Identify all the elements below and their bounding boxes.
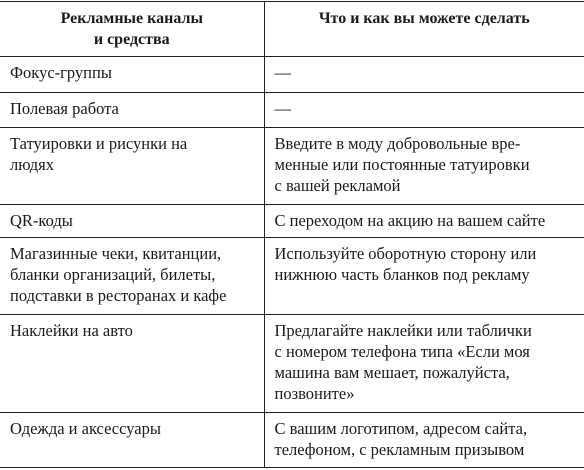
channel-cell: Наклейки на авто bbox=[0, 315, 264, 413]
channel-cell: Полевая работа bbox=[0, 93, 264, 128]
header-channels: Рекламные каналы и средства bbox=[0, 2, 264, 57]
channel-cell: Татуировки и рисунки на людях bbox=[0, 128, 264, 205]
channel-cell: Одежда и аксессуары bbox=[0, 413, 264, 468]
action-cell: С вашим логотипом, адресом сайта, телефоном, с рекламным призывом bbox=[264, 413, 584, 468]
table-row bbox=[0, 238, 584, 315]
action-cell: Введите в моду добровольные вре- менные или постоянные татуировки с вашей рекламой bbox=[264, 128, 584, 205]
table-row bbox=[0, 128, 584, 205]
table-row bbox=[0, 315, 584, 413]
action-cell: — bbox=[264, 93, 584, 128]
table-row bbox=[0, 205, 584, 238]
channel-cell: Магазинные чеки, квитанции, бланки организаций, билеты, подставки в ресторанах и кафе bbox=[0, 238, 264, 315]
advertising-channels-table bbox=[0, 1, 584, 468]
table-row bbox=[0, 413, 584, 468]
table-row bbox=[0, 93, 584, 128]
channel-cell: QR-коды bbox=[0, 205, 264, 238]
action-cell: — bbox=[264, 57, 584, 93]
table-header-row bbox=[0, 2, 584, 57]
action-cell: С переходом на акцию на вашем сайте bbox=[264, 205, 584, 238]
action-cell: Используйте оборотную сторону или нижнюю часть бланков под рекламу bbox=[264, 238, 584, 315]
table-row bbox=[0, 57, 584, 93]
header-actions: Что и как вы можете сделать bbox=[264, 2, 584, 57]
channel-cell: Фокус-группы bbox=[0, 57, 264, 93]
action-cell: Предлагайте наклейки или таблички с номером телефона типа «Если моя машина вам мешает, пожалуйста, позвоните» bbox=[264, 315, 584, 413]
